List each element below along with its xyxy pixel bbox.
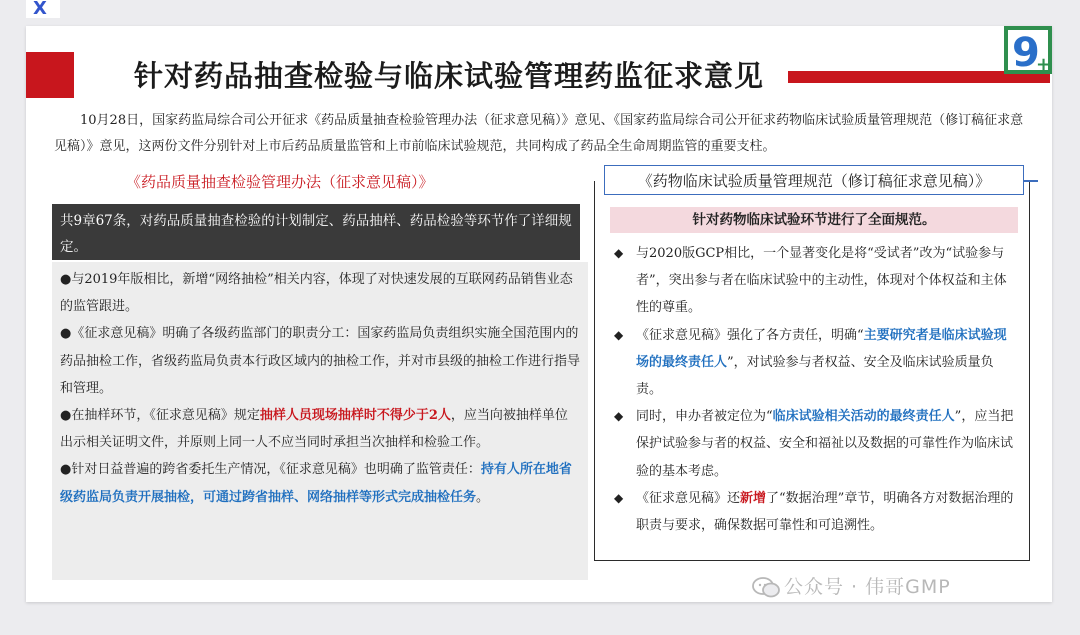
highlight-sponsor: 临床试验相关活动的最终责任人: [772, 409, 955, 425]
heading-connector-line: [1024, 180, 1038, 182]
left-point-cross-province: ●针对日益普遍的跨省委托生产情况，《征求意见稿》也明确了监管责任：持有人所在地省级药监局负责开展抽检，可通过跨省抽样、网络抽样等形式完成抽检任务。: [60, 462, 572, 505]
corner-logo-icon: [1004, 26, 1052, 74]
diamond-bullet-icon: ◆: [614, 409, 624, 424]
highlight-new: 新增: [740, 490, 767, 506]
app-logo: X: [26, 0, 60, 18]
slide: [26, 26, 1052, 602]
list-item: ◆ 《征求意见稿》强化了各方责任，明确“主要研究者是临床试验现场的最终责任人”，对试验参与者权益、安全及临床试验质量负责。: [614, 322, 1019, 404]
highlight-cross-province: 持有人所在地省级药监局负责开展抽检，可通过跨省抽样、网络抽样等形式完成抽检任务: [60, 462, 572, 505]
left-point-sampling: ●在抽样环节，《征求意见稿》规定抽样人员现场抽样时不得少于2人，应当向被抽样单位出示相关证明文件，并原则上同一人不应当同时承担当次抽样和检验工作。: [60, 408, 568, 451]
right-bullet-list: [614, 240, 1019, 539]
svg-text:+: +: [1036, 54, 1052, 74]
diamond-bullet-icon: ◆: [614, 490, 624, 505]
diamond-bullet-icon: ◆: [614, 327, 624, 342]
highlight-principal-investigator: 主要研究者是临床试验现场的最终责任人: [636, 327, 1007, 370]
left-point-responsibilities: ●《征求意见稿》明确了各级药监部门的职责分工：国家药监局负责组织实施全国范围内的药品抽检工作，省级药监局负责本行政区域内的抽检工作，并对市县级的抽检工作进行指导和管理。: [60, 326, 581, 396]
list-item: ◆ 《征求意见稿》还新增了“数据治理”章节，明确各方对数据治理的职责与要求，确保数据可靠性和可追溯性。: [614, 485, 1019, 539]
list-item: ◆ 与2020版GCP相比，一个显著变化是将“受试者”改为“试验参与者”，突出参与者在临床试验中的主动性，体现对个体权益和主体性的尊重。: [614, 240, 1019, 322]
page-title: 针对药品抽查检验与临床试验管理药监征求意见: [134, 59, 765, 93]
intro-paragraph: 10月28日，国家药监局综合司公开征求《药品质量抽查检验管理办法（征求意见稿）》意见、《国家药监局综合司公开征求药物临床试验质量管理规范（修订稿征求意见稿）》意见，这两份文件分别针对上市后药品质量监管和上市前临床试验规范，共同构成了药品全生命周期监管的重要支柱。: [54, 113, 1024, 154]
diamond-bullet-icon: ◆: [614, 246, 624, 260]
right-section-heading: 《药物临床试验质量管理规范（修订稿征求意见稿）》: [604, 165, 1024, 195]
wechat-watermark: 公众号 · 伟哥GMP: [752, 572, 951, 599]
left-body-panel: [52, 262, 588, 580]
list-item: ◆ 同时，申办者被定位为“临床试验相关活动的最终责任人”，应当把保护试验参与者的权益、安全和福祉以及数据的可靠性作为临床试验的基本考虑。: [614, 403, 1019, 485]
svg-text:9: 9: [1012, 30, 1040, 74]
title-accent-block: [26, 52, 74, 98]
highlight-sampling-rule: 抽样人员现场抽样时不得少于2人: [259, 408, 451, 424]
left-point-online-sampling: ●与2019年版相比，新增“网络抽检”相关内容，体现了对快速发展的互联网药品销售业态的监管跟进。: [60, 272, 573, 315]
wechat-icon: [752, 577, 780, 599]
left-summary-box: 共9章67条，对药品质量抽查检验的计划制定、药品抽样、药品检验等环节作了详细规定。: [52, 204, 580, 260]
left-section-heading: 《药品质量抽查检验管理办法（征求意见稿）》: [126, 173, 434, 191]
right-banner: 针对药物临床试验环节进行了全面规范。: [610, 207, 1018, 233]
